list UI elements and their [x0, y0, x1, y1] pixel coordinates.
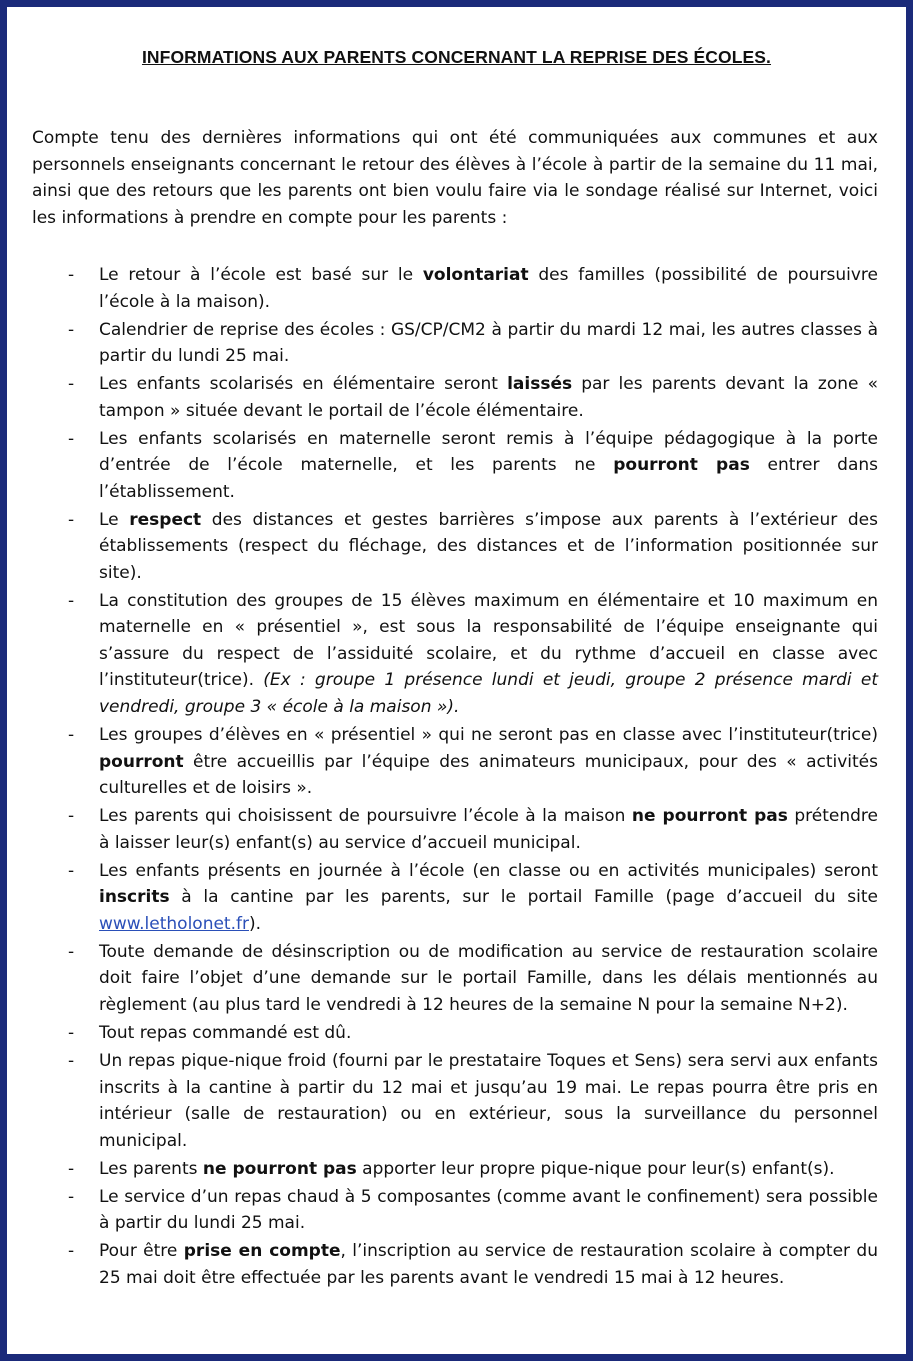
- list-item: - Calendrier de reprise des écoles : GS/CP/CM2 à partir du mardi 12 mai, les autres classes à partir du lundi 25 mai.: [32, 317, 878, 370]
- intro-paragraph: Compte tenu des dernières informations qui ont été communiquées aux communes et aux personnels enseignants concernant le retour des élèves à l’école à partir de la semaine du 11 mai, ainsi que des retours que les parents ont bien voulu faire via le sondage réalisé sur Internet, voici les informations à prendre en compte pour les parents :: [32, 128, 878, 228]
- list-item: - Le service d’un repas chaud à 5 composantes (comme avant le confinement) sera possible à partir du lundi 25 mai.: [32, 1184, 878, 1237]
- list-item: - Pour être prise en compte, l’inscription au service de restauration scolaire à compter du 25 mai doit être effectuée par les parents avant le vendredi 15 mai à 12 heures.: [32, 1238, 878, 1291]
- list-item: - Les groupes d’élèves en « présentiel » qui ne seront pas en classe avec l’instituteur(trice) pourront être accueillis par l’équipe des animateurs municipaux, pour des « activités culturelles et de loisirs ».: [32, 722, 878, 802]
- information-list: [32, 262, 878, 1293]
- bullet-dash: -: [68, 1186, 75, 1207]
- list-item: - Les enfants présents en journée à l’école (en classe ou en activités municipales) seront inscrits à la cantine par les parents, sur le portail Famille (page d’accueil du site www.letholonet.fr).: [32, 858, 878, 938]
- bullet-dash: -: [68, 265, 75, 285]
- list-item: - Le retour à l’école est basé sur le volontariat des familles (possibilité de poursuivre l’école à la maison).: [32, 262, 878, 315]
- list-item: - Toute demande de désinscription ou de modification au service de restauration scolaire doit faire l’objet d’une demande sur le portail Famille, dans les délais mentionnés au règlement (au plus tard le vendredi à 12 heures de la semaine N pour la semaine N+2).: [32, 939, 878, 1019]
- bullet-dash: -: [68, 319, 75, 340]
- bullet-dash: -: [68, 725, 75, 746]
- bullet-dash: -: [68, 1051, 75, 1072]
- bullet-dash: -: [68, 1022, 75, 1043]
- bullet-dash: -: [68, 806, 75, 827]
- bullet-dash: -: [68, 860, 75, 881]
- list-item: - La constitution des groupes de 15 élèves maximum en élémentaire et 10 maximum en maternelle en « présentiel », est sous la responsabilité de l’équipe enseignante qui s’assure du respect de l’assiduité scolaire, et du rythme d’accueil en classe avec l’instituteur(trice). (Ex : groupe 1 présence lundi et jeudi, groupe 2 présence mardi et vendredi, groupe 3 « école à la maison »).: [32, 588, 878, 721]
- list-item: - Les parents ne pourront pas apporter leur propre pique-nique pour leur(s) enfant(s).: [32, 1156, 878, 1183]
- bullet-dash: -: [68, 1241, 75, 1262]
- website-link[interactable]: www.letholonet.fr: [99, 913, 249, 934]
- bullet-dash: -: [68, 1158, 75, 1179]
- bullet-dash: -: [68, 428, 75, 449]
- document-title: INFORMATIONS AUX PARENTS CONCERNANT LA REPRISE DES ÉCOLES.: [141, 47, 772, 67]
- list-item: - Le respect des distances et gestes barrières s’impose aux parents à l’extérieur des établissements (respect du fléchage, des distances et de l’information positionnée sur site).: [32, 507, 878, 587]
- bullet-dash: -: [68, 509, 75, 530]
- list-item: - Les parents qui choisissent de poursuivre l’école à la maison ne pourront pas prétendre à laisser leur(s) enfant(s) au service d’accueil municipal.: [32, 803, 878, 856]
- bullet-dash: -: [68, 374, 75, 395]
- bullet-dash: -: [68, 941, 75, 962]
- list-item: - Les enfants scolarisés en maternelle seront remis à l’équipe pédagogique à la porte d’entrée de l’école maternelle, et les parents ne pourront pas entrer dans l’établissement.: [32, 426, 878, 506]
- list-item: - Tout repas commandé est dû.: [32, 1020, 878, 1047]
- list-item: - Les enfants scolarisés en élémentaire seront laissés par les parents devant la zone « tampon » située devant le portail de l’école élémentaire.: [32, 371, 878, 424]
- bullet-dash: -: [68, 590, 75, 611]
- list-item: - Un repas pique-nique froid (fourni par le prestataire Toques et Sens) sera servi aux enfants inscrits à la cantine à partir du 12 mai et jusqu’au 19 mai. Le repas pourra être pris en intérieur (salle de restauration) ou en extérieur, sous la surveillance du personnel municipal.: [32, 1048, 878, 1154]
